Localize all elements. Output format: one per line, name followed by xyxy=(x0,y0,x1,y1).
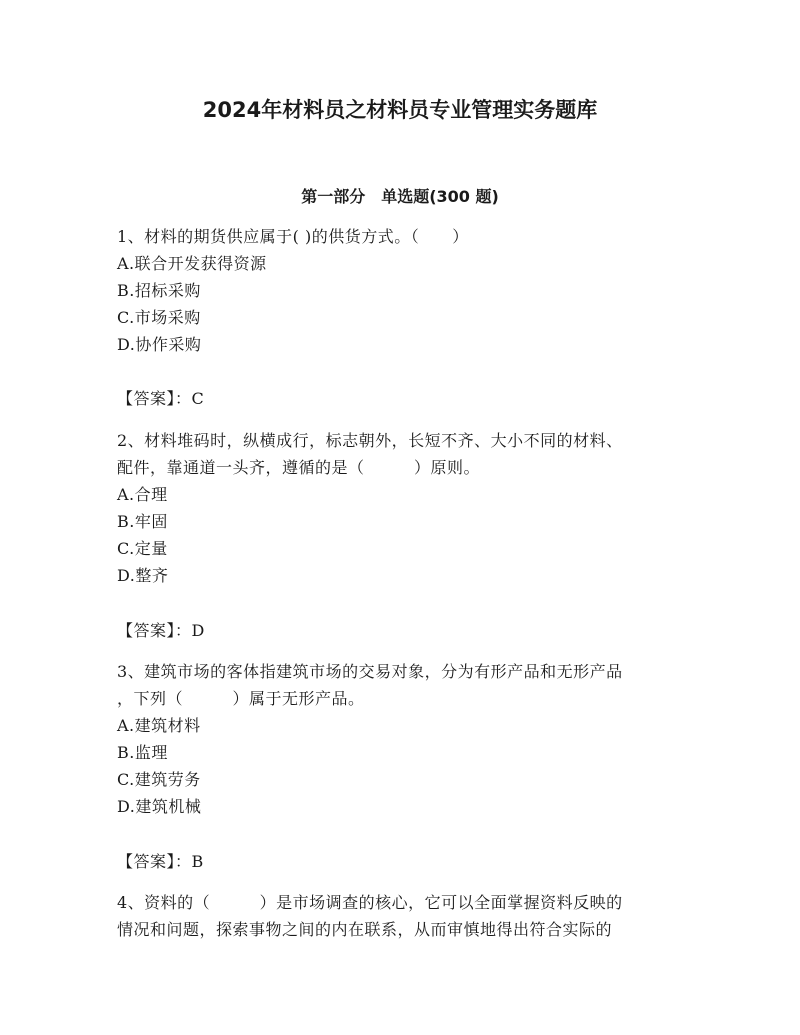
question-1-option-c: C.市场采购 xyxy=(117,308,201,327)
question-4-stem-line-2: 情况和问题，探索事物之间的内在联系，从而审慎地得出符合实际的 xyxy=(117,920,613,939)
question-2-stem-line-2: 配件，靠通道一头齐，遵循的是（ ）原则。 xyxy=(117,458,481,477)
question-1-option-a: A.联合开发获得资源 xyxy=(117,254,267,273)
question-1-option-d: D.协作采购 xyxy=(117,335,202,354)
section-title: 第一部分 单选题(300 题) xyxy=(301,187,499,206)
question-2-option-d: D.整齐 xyxy=(117,566,169,585)
question-3-option-c: C.建筑劳务 xyxy=(117,770,201,789)
question-3-stem-line-1: 3、建筑市场的客体指建筑市场的交易对象，分为有形产品和无形产品 xyxy=(117,662,623,681)
question-3-stem-line-2: ，下列（ ）属于无形产品。 xyxy=(117,689,365,708)
document-title: 2024年材料员之材料员专业管理实务题库 xyxy=(202,98,598,122)
question-2-option-c: C.定量 xyxy=(117,539,168,558)
question-2-answer: 【答案】：D xyxy=(117,621,205,640)
question-3-option-d: D.建筑机械 xyxy=(117,797,202,816)
question-1-stem: 1、材料的期货供应属于( )的供货方式。（ ） xyxy=(117,227,469,246)
question-1-answer: 【答案】：C xyxy=(117,389,205,408)
question-2-option-a: A.合理 xyxy=(117,485,168,504)
question-4-stem-line-1: 4、资料的（ ）是市场调查的核心，它可以全面掌握资料反映的 xyxy=(117,893,623,912)
question-2-option-b: B.牢固 xyxy=(117,512,168,531)
question-1-option-b: B.招标采购 xyxy=(117,281,201,300)
question-3-answer: 【答案】：B xyxy=(117,852,204,871)
question-3-option-a: A.建筑材料 xyxy=(117,716,201,735)
question-2-stem-line-1: 2、材料堆码时，纵横成行，标志朝外，长短不齐、大小不同的材料、 xyxy=(117,431,623,450)
question-3-option-b: B.监理 xyxy=(117,743,168,762)
